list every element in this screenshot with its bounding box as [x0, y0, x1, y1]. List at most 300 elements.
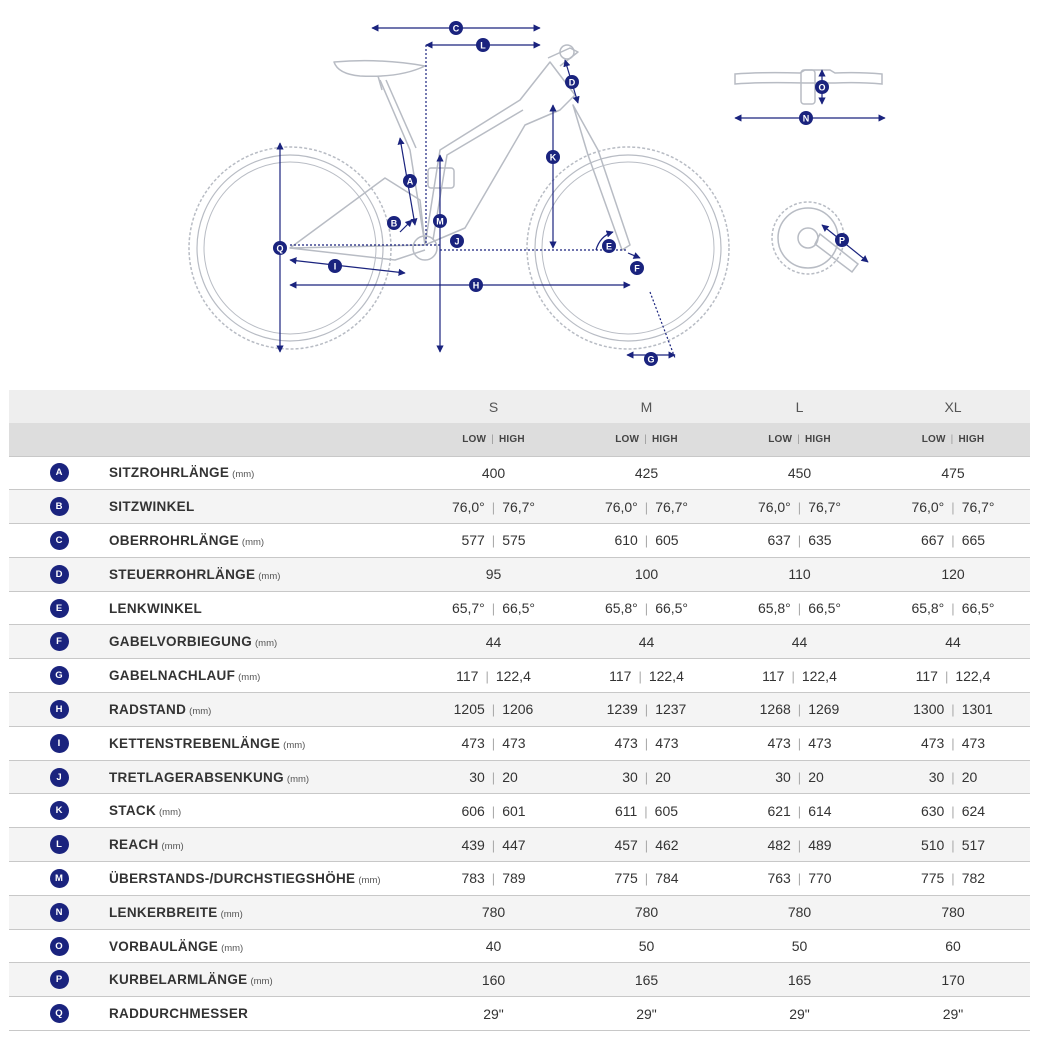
value-cell — [417, 828, 570, 862]
value-high: 517 — [961, 836, 986, 853]
value-cell — [570, 524, 723, 558]
marker-d — [565, 75, 579, 89]
value-low: 780 — [941, 904, 965, 921]
value-separator: | — [491, 499, 496, 515]
marker-a — [403, 174, 417, 188]
size-header-m: M — [640, 398, 653, 415]
value-cell — [723, 963, 876, 997]
value-separator: | — [797, 702, 802, 718]
value-low: 606 — [461, 802, 485, 819]
value-cell — [876, 490, 1030, 524]
value-cell — [417, 794, 570, 828]
parameter-name: SITZROHRLÄNGE — [109, 465, 230, 481]
row-letter-badge: L — [50, 835, 69, 854]
value-separator: | — [644, 837, 649, 853]
parameter-unit: (mm) — [250, 976, 273, 988]
svg-text:I: I — [333, 261, 337, 272]
value-separator: | — [491, 736, 496, 752]
parameter-name: VORBAULÄNGE — [109, 938, 219, 954]
value-low: 44 — [638, 633, 655, 650]
value-high: 473 — [961, 735, 986, 752]
value-low: 450 — [787, 464, 812, 481]
marker-c — [449, 21, 463, 35]
low-high-label: LOW | HIGH — [615, 433, 678, 445]
value-high: 784 — [655, 870, 679, 887]
value-separator: | — [797, 837, 802, 853]
table-row — [9, 726, 1030, 760]
value-cell — [876, 625, 1030, 659]
value-low: 775 — [920, 870, 945, 887]
value-separator: | — [491, 601, 496, 617]
value-cell — [723, 895, 876, 929]
parameter-name: RADDURCHMESSER — [109, 1006, 249, 1022]
value-high: 624 — [961, 802, 986, 819]
value-cell — [723, 929, 876, 963]
svg-text:E: E — [605, 241, 613, 252]
value-separator: | — [951, 702, 955, 718]
value-low: 76,0° — [451, 498, 485, 515]
value-low: 44 — [945, 633, 961, 650]
value-low: 165 — [634, 971, 659, 988]
value-high: 489 — [808, 836, 832, 853]
value-low: 76,0° — [604, 498, 638, 515]
row-letter-badge: F — [50, 632, 69, 651]
parameter-unit: (mm) — [221, 942, 244, 954]
value-cell — [417, 726, 570, 760]
value-separator: | — [491, 871, 496, 887]
value-cell — [570, 693, 723, 727]
geometry-table — [9, 390, 1030, 1031]
marker-f — [630, 261, 644, 275]
table-row — [9, 490, 1030, 524]
value-low: 637 — [767, 532, 791, 549]
bike-geometry-diagram — [0, 0, 1038, 380]
row-letter-badge: M — [50, 869, 69, 888]
value-high: 122,4 — [648, 667, 684, 684]
svg-text:Q: Q — [276, 243, 284, 254]
row-letter-badge: I — [50, 734, 69, 753]
value-low: 30 — [622, 769, 638, 786]
value-low: 110 — [788, 566, 811, 583]
marker-g — [644, 352, 658, 366]
value-high: 1237 — [655, 701, 687, 718]
parameter-unit: (mm) — [232, 469, 255, 481]
parameter-unit: (mm) — [283, 739, 306, 751]
value-cell — [876, 929, 1030, 963]
marker-b — [387, 216, 401, 230]
svg-text:K: K — [549, 152, 557, 163]
size-header-xl: XL — [944, 398, 962, 415]
handlebar-detail — [735, 70, 885, 118]
value-cell — [876, 862, 1030, 896]
row-letter-badge: E — [50, 599, 69, 618]
svg-text:J: J — [454, 236, 460, 247]
parameter-unit: (mm) — [159, 807, 182, 819]
value-separator: | — [797, 533, 802, 549]
value-high: 20 — [655, 769, 671, 786]
value-low: 44 — [791, 633, 808, 650]
table-row — [9, 997, 1030, 1031]
value-cell — [876, 456, 1030, 490]
value-low: 621 — [767, 802, 791, 819]
value-low: 117 — [915, 667, 938, 684]
marker-k — [546, 150, 560, 164]
value-cell — [723, 726, 876, 760]
value-cell — [570, 895, 723, 929]
value-low: 457 — [614, 836, 638, 853]
value-cell — [417, 929, 570, 963]
dimension-lines — [280, 28, 675, 358]
table-row — [9, 828, 1030, 862]
value-cell — [723, 828, 876, 862]
value-cell — [876, 524, 1030, 558]
value-cell — [876, 591, 1030, 625]
value-low: 50 — [638, 938, 655, 955]
value-cell — [570, 456, 723, 490]
value-high: 473 — [655, 735, 679, 752]
value-cell — [417, 625, 570, 659]
marker-p — [835, 233, 849, 247]
value-high: 1206 — [502, 701, 534, 718]
value-low: 780 — [787, 904, 812, 921]
value-separator: | — [644, 770, 649, 786]
marker-q — [273, 241, 287, 255]
value-separator: | — [951, 871, 955, 887]
value-high: 605 — [654, 802, 679, 819]
svg-text:N: N — [802, 113, 810, 124]
table-row — [9, 963, 1030, 997]
value-cell — [723, 659, 876, 693]
value-cell — [723, 591, 876, 625]
value-low: 610 — [614, 532, 638, 549]
value-high: 665 — [961, 532, 986, 549]
svg-text:L: L — [480, 40, 486, 51]
value-low: 780 — [481, 904, 506, 921]
row-letter-badge: B — [50, 497, 69, 516]
value-low: 473 — [767, 735, 791, 752]
table-row — [9, 659, 1030, 693]
parameter-name: REACH — [109, 837, 159, 853]
value-separator: | — [951, 499, 955, 515]
value-low: 425 — [634, 464, 659, 481]
value-separator: | — [951, 770, 955, 786]
table-row — [9, 456, 1030, 490]
value-low: 65,7° — [451, 600, 485, 617]
value-low: 783 — [461, 870, 485, 887]
row-letter-badge: C — [50, 531, 69, 550]
value-cell — [723, 862, 876, 896]
value-high: 76,7° — [961, 498, 995, 515]
svg-text:O: O — [818, 82, 826, 93]
value-separator: | — [951, 803, 955, 819]
value-low: 475 — [941, 464, 965, 481]
value-low: 40 — [485, 938, 502, 955]
value-low: 60 — [945, 938, 961, 955]
row-letter-badge: Q — [50, 1004, 69, 1023]
svg-text:M: M — [436, 216, 444, 227]
value-cell — [876, 693, 1030, 727]
marker-j — [450, 234, 464, 248]
value-cell — [417, 997, 570, 1031]
value-cell — [570, 726, 723, 760]
size-header-s: S — [488, 398, 499, 415]
parameter-name: LENKERBREITE — [109, 904, 218, 920]
value-low: 170 — [941, 971, 965, 988]
value-cell — [417, 591, 570, 625]
row-letter-badge: A — [50, 463, 69, 482]
value-high: 76,7° — [502, 498, 536, 515]
value-low: 577 — [461, 532, 485, 549]
value-low: 775 — [614, 870, 638, 887]
value-cell — [417, 557, 570, 591]
value-low: 482 — [767, 836, 791, 853]
value-high: 447 — [502, 836, 526, 853]
value-separator: | — [944, 668, 949, 684]
value-low: 29" — [636, 1005, 657, 1022]
parameter-unit: (mm) — [161, 841, 184, 853]
value-separator: | — [644, 533, 649, 549]
value-low: 1205 — [453, 701, 485, 718]
value-low: 400 — [481, 464, 506, 481]
value-cell — [570, 490, 723, 524]
value-high: 122,4 — [955, 667, 991, 684]
value-low: 100 — [634, 566, 659, 583]
value-low: 1268 — [759, 701, 791, 718]
value-low: 473 — [614, 735, 638, 752]
crank-detail — [772, 202, 868, 274]
value-low: 473 — [461, 735, 485, 752]
value-cell — [570, 828, 723, 862]
parameter-name: RADSTAND — [109, 701, 187, 717]
parameter-name: OBERROHRLÄNGE — [109, 532, 239, 548]
value-cell — [570, 862, 723, 896]
value-low: 65,8° — [757, 600, 791, 617]
parameter-unit: (mm) — [286, 773, 310, 785]
value-separator: | — [797, 736, 802, 752]
value-low: 30 — [928, 769, 945, 786]
value-low: 1300 — [913, 701, 945, 718]
low-high-label: LOW | HIGH — [921, 433, 985, 445]
parameter-unit: (mm) — [238, 672, 261, 684]
value-separator: | — [491, 533, 496, 549]
value-separator: | — [951, 601, 955, 617]
value-low: 611 — [614, 802, 638, 819]
table-row — [9, 862, 1030, 896]
value-high: 601 — [502, 802, 526, 819]
table-row — [9, 524, 1030, 558]
value-separator: | — [797, 803, 802, 819]
value-cell — [417, 659, 570, 693]
value-cell — [723, 456, 876, 490]
value-cell — [723, 490, 876, 524]
value-separator: | — [491, 702, 496, 718]
value-low: 439 — [461, 836, 485, 853]
value-separator: | — [485, 668, 489, 684]
value-cell — [570, 794, 723, 828]
marker-m — [433, 214, 447, 228]
value-cell — [876, 794, 1030, 828]
parameter-unit: (mm) — [258, 570, 281, 582]
value-low: 1239 — [606, 701, 638, 718]
value-separator: | — [797, 499, 802, 515]
value-cell — [876, 726, 1030, 760]
value-high: 1301 — [961, 701, 993, 718]
value-low: 30 — [469, 769, 485, 786]
value-high: 66,5° — [502, 600, 536, 617]
svg-text:D: D — [568, 77, 576, 88]
parameter-unit: (mm) — [241, 536, 265, 548]
value-cell — [417, 490, 570, 524]
value-low: 95 — [485, 566, 502, 583]
marker-e — [602, 239, 616, 253]
parameter-name: GABELVORBIEGUNG — [109, 634, 253, 650]
value-high: 20 — [961, 769, 978, 786]
parameter-unit: (mm) — [358, 874, 381, 886]
value-cell — [570, 557, 723, 591]
value-cell — [570, 963, 723, 997]
value-separator: | — [791, 668, 795, 684]
value-cell — [876, 963, 1030, 997]
value-cell — [723, 524, 876, 558]
value-separator: | — [951, 736, 955, 752]
bike-frame — [290, 45, 630, 260]
marker-l — [476, 38, 490, 52]
bike-geometry-drawing — [0, 0, 1038, 380]
value-high: 66,5° — [961, 600, 995, 617]
value-cell — [723, 625, 876, 659]
row-letter-badge: O — [50, 937, 69, 956]
value-low: 29" — [483, 1005, 504, 1022]
value-high: 66,5° — [655, 600, 689, 617]
value-high: 635 — [808, 532, 832, 549]
row-letter-badge: J — [50, 768, 69, 787]
value-cell — [570, 625, 723, 659]
value-cell — [417, 862, 570, 896]
value-separator: | — [644, 736, 649, 752]
parameter-unit: (mm) — [189, 705, 212, 717]
table-row — [9, 760, 1030, 794]
parameter-unit: (mm) — [255, 638, 278, 650]
row-letter-badge: K — [50, 801, 69, 820]
value-low: 76,0° — [757, 498, 791, 515]
value-separator: | — [797, 601, 802, 617]
marker-o — [815, 80, 829, 94]
parameter-unit: (mm) — [220, 908, 243, 920]
value-separator: | — [491, 837, 496, 853]
value-cell — [876, 760, 1030, 794]
value-high: 76,7° — [808, 498, 842, 515]
svg-text:P: P — [838, 235, 846, 246]
svg-text:B: B — [390, 218, 398, 229]
svg-text:C: C — [452, 23, 460, 34]
svg-text:A: A — [406, 176, 414, 187]
value-high: 614 — [808, 802, 832, 819]
value-high: 122,4 — [801, 667, 837, 684]
value-cell — [723, 693, 876, 727]
value-low: 160 — [481, 971, 506, 988]
value-cell — [723, 997, 876, 1031]
size-header-row — [9, 390, 1030, 423]
parameter-name: GABELNACHLAUF — [109, 668, 236, 684]
value-separator: | — [491, 803, 496, 819]
row-letter-badge: H — [50, 700, 69, 719]
row-letter-badge: G — [50, 666, 69, 685]
value-low: 117 — [762, 667, 785, 684]
parameter-name: KETTENSTREBENLÄNGE — [109, 735, 281, 751]
value-separator: | — [644, 702, 649, 718]
table-row — [9, 557, 1030, 591]
marker-n — [799, 111, 813, 125]
value-separator: | — [644, 803, 648, 819]
value-separator: | — [797, 770, 802, 786]
row-letter-badge: D — [50, 565, 69, 584]
parameter-name: SITZWINKEL — [109, 499, 195, 515]
value-low: 65,8° — [911, 600, 945, 617]
value-separator: | — [797, 871, 802, 887]
value-low: 780 — [634, 904, 659, 921]
value-low: 29" — [789, 1005, 810, 1022]
value-low: 473 — [920, 735, 945, 752]
parameter-name: LENKWINKEL — [109, 600, 202, 616]
value-cell — [417, 524, 570, 558]
value-separator: | — [951, 533, 955, 549]
table-row — [9, 794, 1030, 828]
value-cell — [570, 997, 723, 1031]
value-high: 789 — [502, 870, 526, 887]
value-cell — [876, 828, 1030, 862]
value-cell — [417, 456, 570, 490]
low-high-label: LOW | HIGH — [462, 433, 525, 445]
value-cell — [570, 659, 723, 693]
svg-text:F: F — [634, 263, 640, 274]
marker-h — [469, 278, 483, 292]
table-row — [9, 693, 1030, 727]
value-high: 1269 — [808, 701, 840, 718]
parameter-name: STACK — [109, 803, 156, 819]
value-cell — [570, 591, 723, 625]
value-cell — [723, 760, 876, 794]
value-cell — [723, 794, 876, 828]
row-letter-badge: P — [50, 970, 69, 989]
value-separator: | — [644, 871, 649, 887]
low-high-label: LOW | HIGH — [768, 433, 831, 445]
value-cell — [570, 760, 723, 794]
value-low: 117 — [456, 667, 479, 684]
parameter-name: ÜBERSTANDS-/DURCHSTIEGSHÖHE — [109, 870, 356, 886]
value-low: 50 — [791, 938, 808, 955]
value-low: 165 — [787, 971, 812, 988]
value-cell — [417, 760, 570, 794]
value-high: 782 — [961, 870, 986, 887]
low-high-header-row — [9, 423, 1030, 456]
front-wheel — [527, 147, 729, 349]
value-high: 76,7° — [655, 498, 689, 515]
value-high: 66,5° — [808, 600, 842, 617]
table-row — [9, 625, 1030, 659]
value-high: 20 — [502, 769, 518, 786]
value-cell — [723, 557, 876, 591]
parameter-name: TRETLAGERABSENKUNG — [109, 769, 284, 785]
value-low: 763 — [767, 870, 791, 887]
value-high: 605 — [655, 532, 679, 549]
marker-i — [328, 259, 342, 273]
svg-text:H: H — [472, 280, 480, 291]
table-row — [9, 591, 1030, 625]
value-high: 770 — [808, 870, 832, 887]
value-cell — [876, 997, 1030, 1031]
value-separator: | — [951, 837, 955, 853]
value-cell — [876, 659, 1030, 693]
